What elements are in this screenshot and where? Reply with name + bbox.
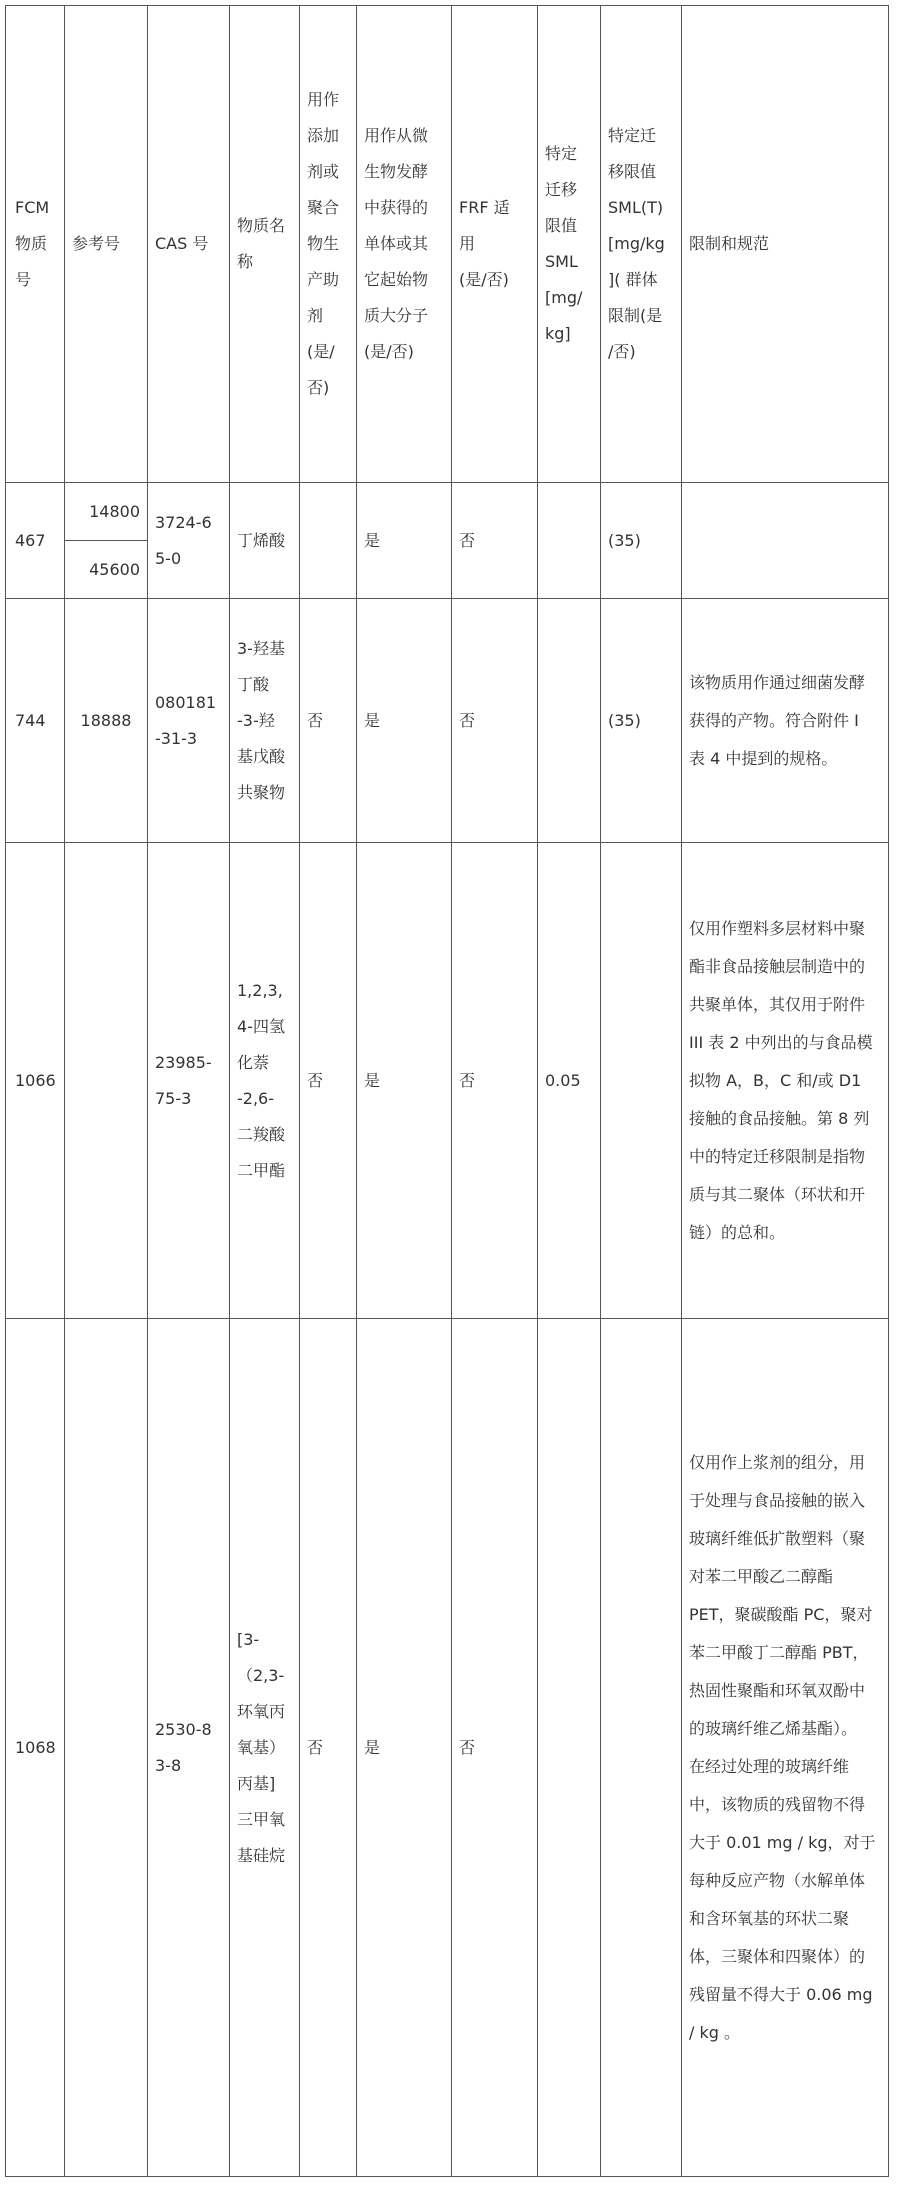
sml-t-cell	[601, 843, 682, 1319]
cas-no-cell: 3724-6 5-0	[148, 483, 230, 599]
additive-cell: 否	[300, 843, 357, 1319]
sml-cell: 0.05	[538, 843, 601, 1319]
fcm-no-cell: 1068	[6, 1319, 65, 2177]
ref-no-cell: 45600	[65, 541, 148, 599]
microbial-cell: 是	[357, 843, 452, 1319]
table-row	[6, 843, 889, 1319]
ref-no-cell: 14800	[65, 483, 148, 541]
restrictions-cell: 仅用作塑料多层材料中聚 酯非食品接触层制造中的 共聚单体，其仅用于附件 III 表 2 中列出的与食品模 拟物 A，B，C 和/或 D1 接触的食品接触。第 8 列 中的特定迁移限制是指物 质与其二聚体（环状和开 链）的总和。	[682, 843, 889, 1319]
header-frf: FRF 适 用 (是/否)	[452, 6, 538, 483]
restrictions-cell: 该物质用作通过细菌发酵 获得的产物。符合附件 I 表 4 中提到的规格。	[682, 599, 889, 843]
table-row	[6, 483, 889, 541]
table-row	[6, 599, 889, 843]
cas-no-cell: 2530-8 3-8	[148, 1319, 230, 2177]
header-cas-no: CAS 号	[148, 6, 230, 483]
substance-name-cell: 3-羟基 丁酸 -3-羟 基戊酸 共聚物	[230, 599, 300, 843]
microbial-cell: 是	[357, 483, 452, 599]
cas-no-cell: 080181 -31-3	[148, 599, 230, 843]
fcm-no-cell: 467	[6, 483, 65, 599]
sml-t-cell	[601, 1319, 682, 2177]
ref-no-cell: 18888	[65, 599, 148, 843]
ref-no-cell	[65, 1319, 148, 2177]
cas-no-cell: 23985- 75-3	[148, 843, 230, 1319]
header-substance-name: 物质名 称	[230, 6, 300, 483]
table-row	[6, 1319, 889, 2177]
substance-table	[5, 5, 889, 2177]
frf-cell: 否	[452, 599, 538, 843]
additive-cell: 否	[300, 1319, 357, 2177]
sml-cell	[538, 483, 601, 599]
header-restrictions: 限制和规范	[682, 6, 889, 483]
restrictions-cell: 仅用作上浆剂的组分，用 于处理与食品接触的嵌入 玻璃纤维低扩散塑料（聚 对苯二甲酸乙二醇酯 PET，聚碳酸酯 PC，聚对 苯二甲酸丁二醇酯 PBT， 热固性聚酯和环氧双酚中 的玻璃纤维乙烯基酯）。 在经过处理的玻璃纤维 中，该物质的残留物不得 大于 0.01 mg / kg，对于 每种反应产物（水解单体 和含环氧基的环状二聚 体，三聚体和四聚体）的 残留量不得大于 0.06 mg / kg 。	[682, 1319, 889, 2177]
ref-no-cell	[65, 843, 148, 1319]
frf-cell: 否	[452, 1319, 538, 2177]
fcm-no-cell: 1066	[6, 843, 65, 1319]
sml-cell	[538, 599, 601, 843]
substance-name-cell: 丁烯酸	[230, 483, 300, 599]
header-fcm-no: FCM 物质 号	[6, 6, 65, 483]
microbial-cell: 是	[357, 1319, 452, 2177]
sml-t-cell: (35)	[601, 483, 682, 599]
substance-name-cell: 1,2,3, 4-四氢 化萘 -2,6- 二羧酸 二甲酯	[230, 843, 300, 1319]
header-microbial-fermentation: 用作从微 生物发酵 中获得的 单体或其 它起始物 质大分子 (是/否)	[357, 6, 452, 483]
restrictions-cell	[682, 483, 889, 599]
substance-name-cell: [3- （2,3- 环氧丙 氧基） 丙基] 三甲氧 基硅烷	[230, 1319, 300, 2177]
sml-t-cell: (35)	[601, 599, 682, 843]
fcm-no-cell: 744	[6, 599, 65, 843]
microbial-cell: 是	[357, 599, 452, 843]
additive-cell: 否	[300, 599, 357, 843]
additive-cell	[300, 483, 357, 599]
frf-cell: 否	[452, 483, 538, 599]
header-row	[6, 6, 889, 483]
header-additive: 用作 添加 剂或 聚合 物生 产助 剂 (是/ 否)	[300, 6, 357, 483]
header-ref-no: 参考号	[65, 6, 148, 483]
header-sml-t: 特定迁 移限值 SML(T) [mg/kg ]( 群体 限制(是 /否)	[601, 6, 682, 483]
frf-cell: 否	[452, 843, 538, 1319]
header-sml: 特定 迁移 限值 SML [mg/ kg]	[538, 6, 601, 483]
sml-cell	[538, 1319, 601, 2177]
